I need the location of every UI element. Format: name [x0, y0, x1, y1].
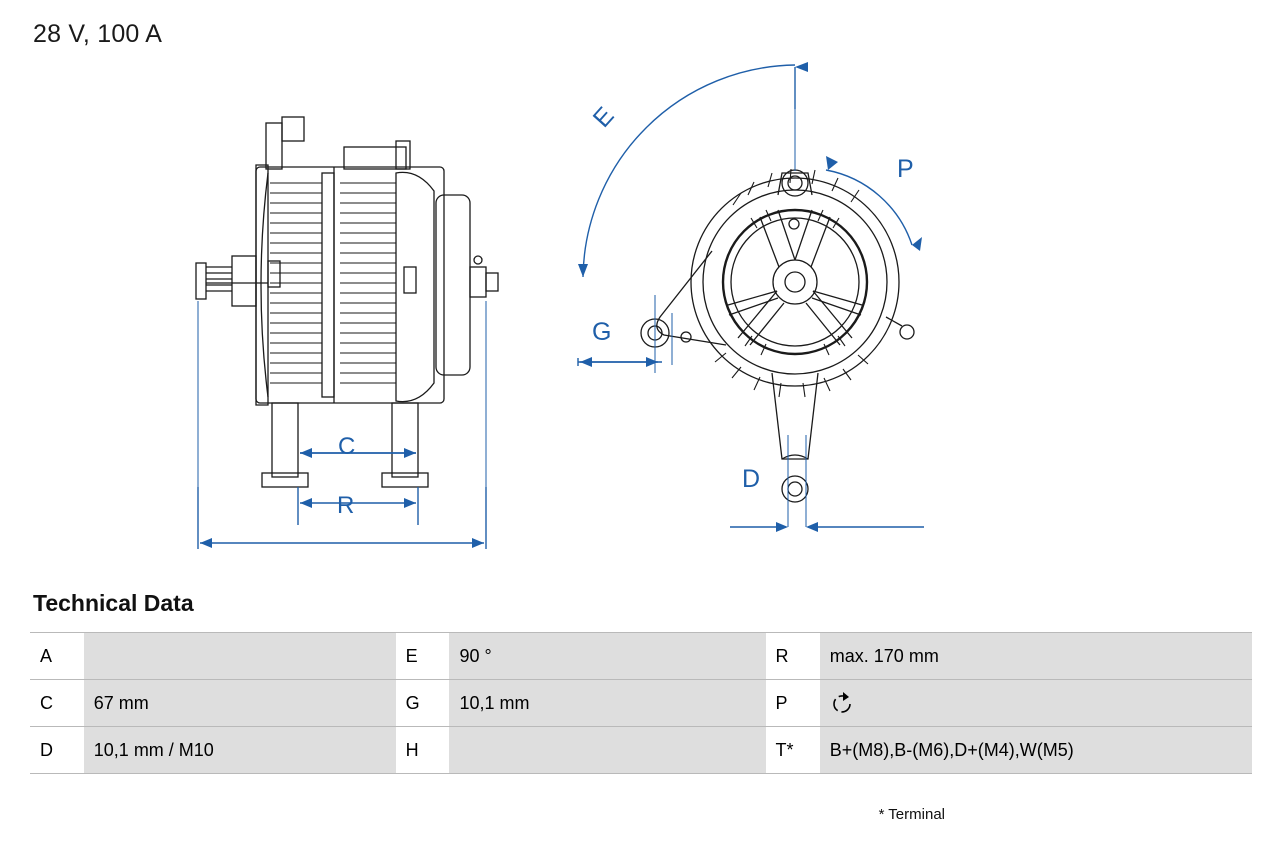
- row-key-t: T*: [766, 727, 820, 774]
- label-C: C: [338, 433, 356, 460]
- row-value-c: 67 mm: [84, 680, 396, 727]
- terminal-footnote: * Terminal: [878, 806, 945, 823]
- side-view-labels: [337, 433, 355, 519]
- label-R: R: [337, 492, 355, 519]
- label-E: E: [587, 101, 620, 133]
- table-row: [30, 727, 1252, 774]
- row-value-d: 10,1 mm / M10: [84, 727, 396, 774]
- label-P: P: [897, 155, 914, 183]
- row-value-r: max. 170 mm: [820, 633, 1252, 680]
- alternator-side-view: [196, 117, 498, 487]
- row-value-h: [449, 727, 765, 774]
- row-key-p: P: [766, 680, 820, 727]
- row-key-e: E: [396, 633, 450, 680]
- row-value-p: [820, 680, 1252, 727]
- alternator-front-view: [641, 169, 914, 502]
- row-value-t: B+(M8),B-(M6),D+(M4),W(M5): [820, 727, 1252, 774]
- row-key-h: H: [396, 727, 450, 774]
- technical-data-table: [30, 632, 1252, 774]
- row-value-e: 90 °: [449, 633, 765, 680]
- table-row: [30, 633, 1252, 680]
- label-D: D: [742, 465, 761, 493]
- row-key-r: R: [766, 633, 820, 680]
- row-key-c: C: [30, 680, 84, 727]
- table-row: [30, 680, 1252, 727]
- technical-drawings: [0, 55, 1280, 570]
- rotation-arrow-icon: [830, 692, 856, 714]
- row-key-g: G: [396, 680, 450, 727]
- row-value-g: 10,1 mm: [449, 680, 765, 727]
- row-key-d: D: [30, 727, 84, 774]
- technical-data-heading: Technical Data: [33, 590, 194, 616]
- row-value-a: [84, 633, 396, 680]
- page-title: 28 V, 100 A: [33, 20, 163, 48]
- label-G: G: [592, 318, 612, 346]
- dimension-lines-front: [578, 62, 924, 532]
- row-key-a: A: [30, 633, 84, 680]
